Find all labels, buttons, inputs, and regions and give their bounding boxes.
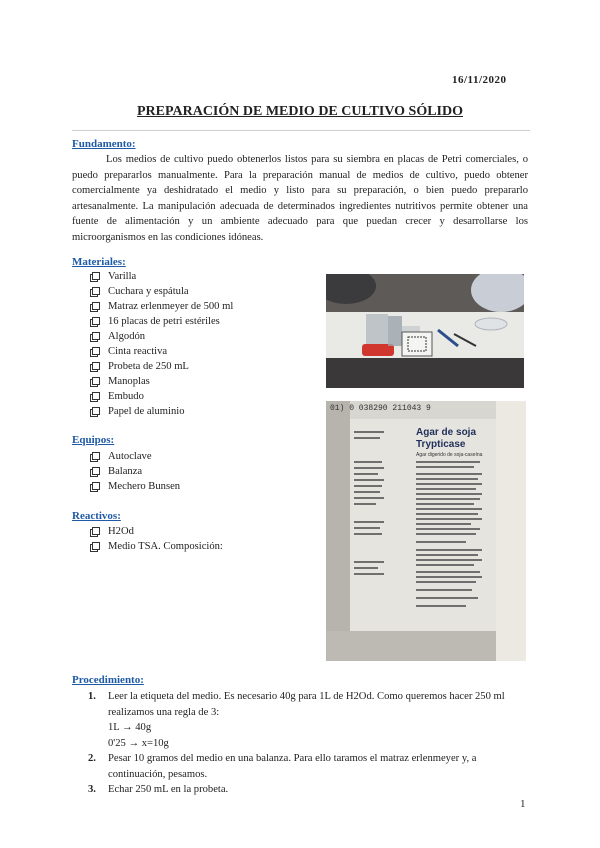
label-subtitle: Agar digerido de soja-caseína (416, 452, 483, 458)
list-item: 2. Pesar 10 gramos del medio en una balanza. Para ello taramos el matraz erlenmeyer y, a continuación, pesamos. (88, 753, 477, 780)
checkbox-icon (90, 287, 99, 296)
materiales-heading: Materiales: (72, 256, 126, 268)
list-item: Matraz erlenmeyer de 500 ml (90, 299, 233, 314)
checkbox-icon (90, 347, 99, 356)
list-item: Embudo (90, 389, 233, 404)
list-item: Cinta reactiva (90, 344, 233, 359)
checkbox-icon (90, 482, 99, 491)
checkbox-icon (90, 302, 99, 311)
list-item: Balanza (90, 464, 180, 479)
list-item: 3. Echar 250 mL en la probeta. (88, 784, 229, 795)
equipos-heading: Equipos: (72, 434, 115, 446)
fundamento-paragraph: Los medios de cultivo puedo obtenerlos listos para su siembra en placas de Petri comerciales, o puedo prepararlos manualmente. Para la preparación manual de medios de cultivo, puedo obtener comercialmente ya deshidratado el medio y listo para su preparación, o bien puedo prepararlo artesanalmente. La manipulación adecuada de determinados ingredientes nutritivos permite obtener una fuente de alimentación y un ambiente adecuado para que puedan crecer y desarrollarse los microorganismos en las condiciones idóneas. (72, 154, 528, 243)
checkbox-icon (90, 527, 99, 536)
checkbox-icon (90, 332, 99, 341)
list-item: Mechero Bunsen (90, 479, 180, 494)
document-date: 16/11/2020 (452, 74, 507, 86)
checkbox-icon (90, 317, 99, 326)
list-item: Algodón (90, 329, 233, 344)
reactivos-heading: Reactivos: (72, 510, 121, 522)
list-item: Manoplas (90, 374, 233, 389)
checkbox-icon (90, 377, 99, 386)
checkbox-icon (90, 407, 99, 416)
label-product-name-2: Trypticase (416, 439, 466, 450)
reactivos-list (90, 524, 223, 554)
list-item: Cuchara y espátula (90, 284, 233, 299)
page-number: 1 (520, 798, 526, 810)
list-item: Medio TSA. Composición: (90, 539, 223, 554)
list-item: 1. Leer la etiqueta del medio. Es necesario 40g para 1L de H2Od. Como queremos hacer 250 ml realizamos una regla de 3: 1L → 40g 0'25 → x=10g (88, 691, 505, 749)
fundamento-heading: Fundamento: (72, 138, 136, 150)
lab-bench-photo (326, 274, 524, 388)
checkbox-icon (90, 362, 99, 371)
procedimiento-list (88, 689, 530, 798)
list-item: H2Od (90, 524, 223, 539)
checkbox-icon (90, 272, 99, 281)
checkbox-icon (90, 452, 99, 461)
checkbox-icon (90, 467, 99, 476)
procedimiento-heading: Procedimiento: (72, 674, 144, 686)
barcode-text: 01) 0 038290 211043 9 (330, 404, 431, 413)
list-item: Autoclave (90, 449, 180, 464)
title-divider (72, 130, 530, 131)
medium-label-photo (326, 401, 526, 661)
checkbox-icon (90, 542, 99, 551)
document-title: PREPARACIÓN DE MEDIO DE CULTIVO SÓLIDO (136, 104, 464, 119)
list-item: Papel de aluminio (90, 404, 233, 419)
checkbox-icon (90, 392, 99, 401)
list-item: Varilla (90, 269, 233, 284)
list-item: Probeta de 250 mL (90, 359, 233, 374)
label-product-name: Agar de soja (416, 427, 477, 438)
equipos-list (90, 449, 180, 494)
list-item: 16 placas de petri estériles (90, 314, 233, 329)
materiales-list (90, 269, 233, 419)
